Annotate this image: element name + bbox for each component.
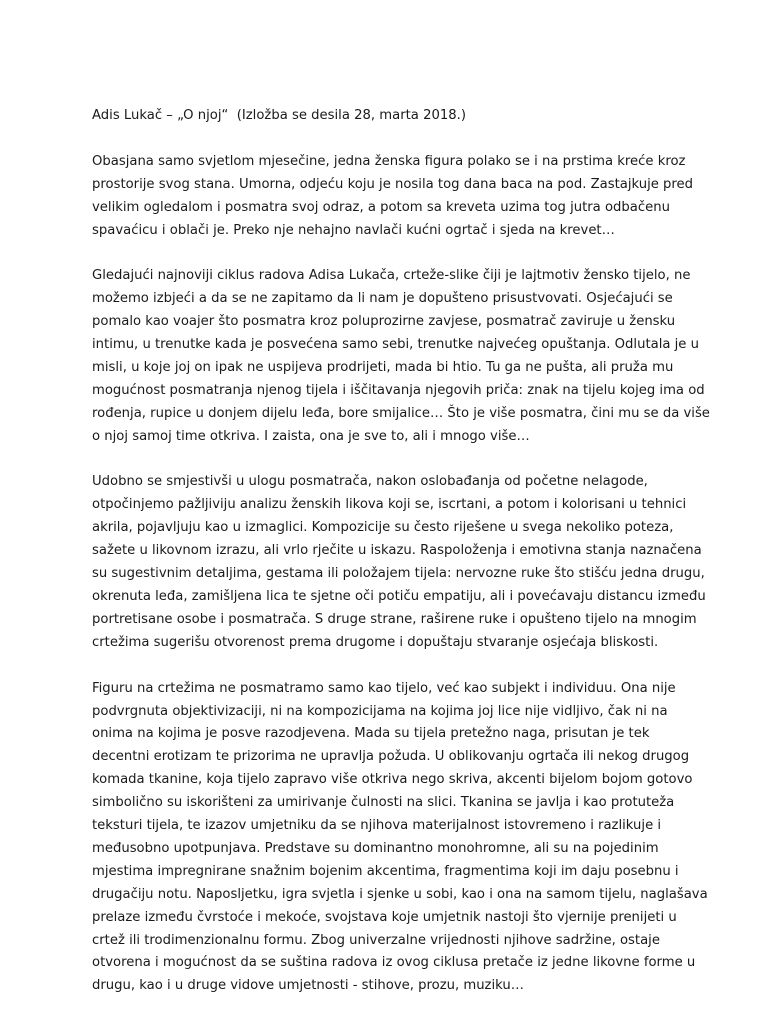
text-line: mogućnost posmatranja njenog tijela i iščitavanja njegovih priča: znak na tijelu kojeg ima od xyxy=(92,382,705,398)
text-line: drugačiju notu. Naposljetku, igra svjetla i sjenke u sobi, kao i ona na samom tijelu, naglašava xyxy=(92,886,708,902)
paragraph-4 xyxy=(92,678,708,999)
text-line: pomalo kao voajer što posmatra kroz poluprozirne zavjese, posmatrač zaviruje u žensku xyxy=(92,314,676,330)
text-line: crtežima sugerišu otvorenost prema drugome i dopuštaju stvaranje osjećaja bliskosti. xyxy=(92,634,659,650)
text-line: Obasjana samo svjetlom mjesečine, jedna ženska figura polako se i na prstima kreće kroz xyxy=(92,153,686,169)
text-line: misli, u koje joj on ipak ne uspijeva prodrijeti, mada bi htio. Tu ga ne pušta, ali pruža mu xyxy=(92,359,674,375)
text-line: možemo izbjeći a da se ne zapitamo da li nam je dopušteno prisustvovati. Osjećajući se xyxy=(92,291,673,307)
text-line: simbolično su iskorišteni za umirivanje čulnosti na slici. Tkanina se javlja i kao protuteža xyxy=(92,795,675,811)
text-line: crtež ili trodimenzionalnu formu. Zbog univerzalne vrijednosti njihove sadržine, ostaje xyxy=(92,932,660,948)
text-line: komada tkanine, koja tijelo zapravo više otkriva nego skriva, akcenti bijelom bojom gotovo xyxy=(92,772,693,788)
text-line: onima na kojima je posve razodjevena. Mada su tijela pretežno naga, prisutan je tek xyxy=(92,726,650,742)
text-line: otvorena i mogućnost da se suština radova iz ovog ciklusa pretače iz jedne likovne forme u xyxy=(92,955,696,971)
text-line: su sugestivnim detaljima, gestama ili položajem tijela: nervozne ruke što stišću jedna drugu, xyxy=(92,566,705,582)
text-line: teksturi tijela, te izazov umjetniku da se njihova materijalnost istovremeno i razlikuje i xyxy=(92,818,662,834)
text-line: intimu, u trenutke kada je posvećena samo sebi, trenutke najvećeg opuštanja. Odlutala je u xyxy=(92,337,699,353)
text-line: prelaze između čvrstoće i mekoće, svojstava koje umjetnik nastoji što vjernije prenijeti u xyxy=(92,909,677,925)
text-line: o njoj samoj time otkriva. I zaista, ona je sve to, ali i mnogo više… xyxy=(92,428,530,444)
text-line: sažete u likovnom izrazu, ali vrlo rječite u iskazu. Raspoloženja i emotivna stanja naznačena xyxy=(92,543,702,559)
text-line: podvrgnuta objektivizaciji, ni na kompozicijama na kojima joj lice nije vidljivo, čak ni na xyxy=(92,703,668,719)
text-line: Figuru na crtežima ne posmatramo samo kao tijelo, već kao subjekt i individuu. Ona nije xyxy=(92,680,676,696)
text-line: decentni erotizam te prizorima ne upravlja požuda. U oblikovanju ogrtača ili nekog drugog xyxy=(92,749,690,765)
paragraph-1 xyxy=(92,151,692,243)
document-page xyxy=(92,105,710,998)
text-line: okrenuta leđa, zamišljena lica te sjetne oči potiču empatiju, ali i povećavaju distancu između xyxy=(92,588,706,604)
text-line: međusobno upotpunjava. Predstave su dominantno monohromne, ali su na pojedinim xyxy=(92,840,659,856)
text-line: akrila, pojavljuju kao u izmaglici. Kompozicije su često riješene u svega nekoliko poteza, xyxy=(92,520,674,536)
paragraph-3 xyxy=(92,471,706,654)
text-line: mjestima impregnirane snažnim bojenim akcentima, fragmentima koji im daju posebnu i xyxy=(92,863,679,879)
text-line: portretisane osobe i posmatrača. S druge strane, raširene ruke i opušteno tijelo na mnogim xyxy=(92,611,697,627)
text-line: prostorije svog stana. Umorna, odjeću koju je nosila tog dana baca na pod. Zastajkuje pred xyxy=(92,176,694,192)
text-line: Udobno se smjestivši u ulogu posmatrača, nakon oslobađanja od početne nelagode, xyxy=(92,474,648,490)
text-line: spavaćicu i oblači je. Preko nje nehajno navlači kućni ogrtač i sjeda na krevet… xyxy=(92,222,615,238)
text-line: velikim ogledalom i posmatra svoj odraz, a potom sa kreveta uzima tog jutra odbačenu xyxy=(92,199,670,215)
paragraph-2 xyxy=(92,265,710,448)
text-line: drugu, kao i u druge vidove umjetnosti - stihove, prozu, muziku… xyxy=(92,978,524,994)
text-line: otpočinjemo pažljiviju analizu ženskih likova koji se, iscrtani, a potom i kolorisani u tehnici xyxy=(92,497,687,513)
text-line: Gledajući najnoviji ciklus radova Adisa Lukača, crteže-slike čiji je lajtmotiv žensko tijelo, ne xyxy=(92,268,691,284)
text-line: rođenja, rupice u donjem dijelu leđa, bore smijalice… Što je više posmatra, čini mu se da više xyxy=(92,405,710,421)
document-title: Adis Lukač – „O njoj“ (Izložba se desila 28, marta 2018.) xyxy=(92,108,466,123)
